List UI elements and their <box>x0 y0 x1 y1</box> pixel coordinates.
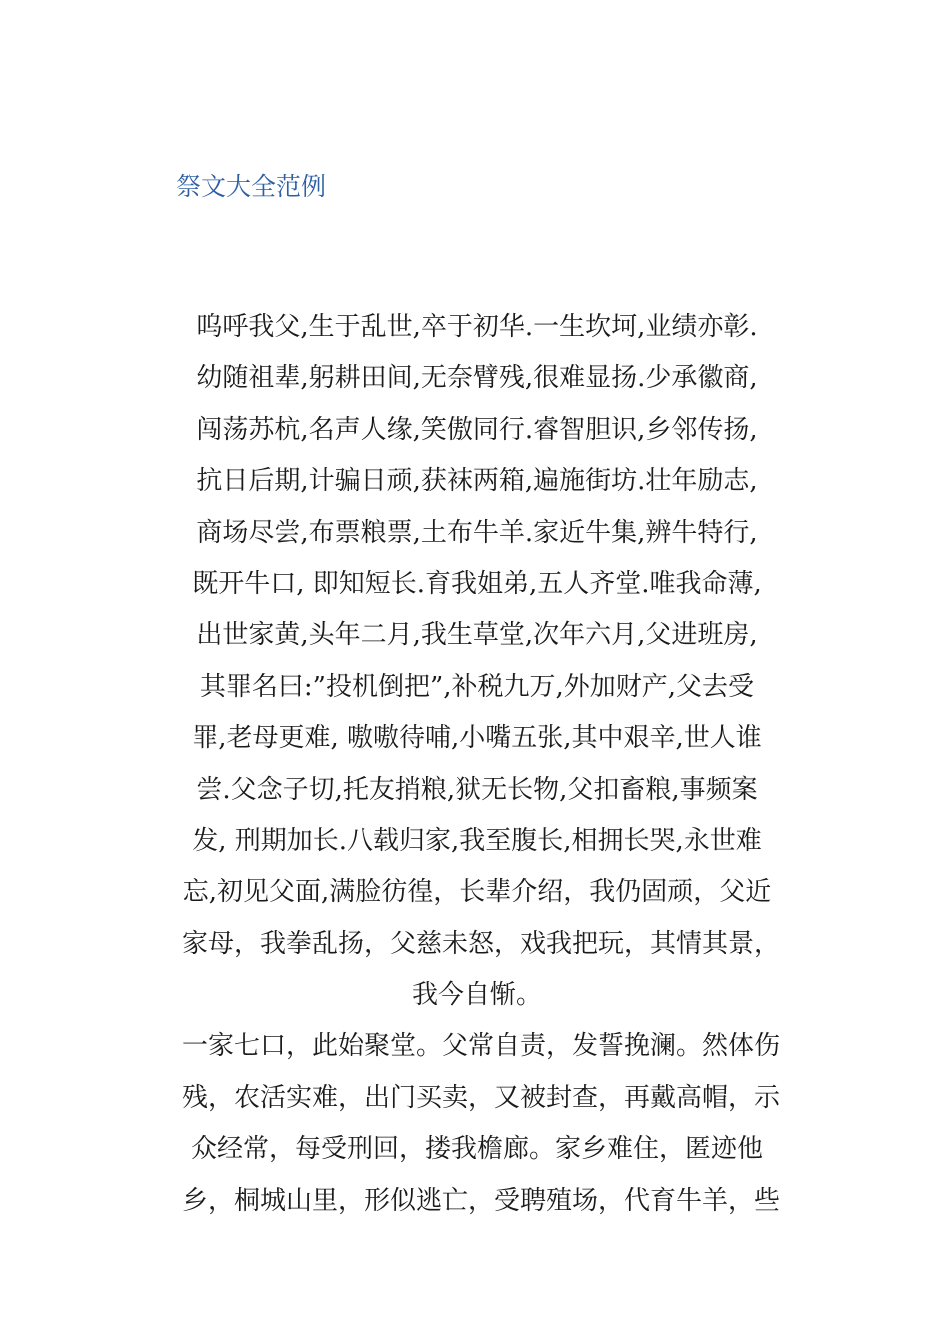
text-line: 呜呼我父,生于乱世,卒于初华.一生坎坷,业绩亦彰. <box>196 312 758 342</box>
text-line: 家母，我拳乱扬，父慈未怒，戏我把玩，其情其景， <box>182 928 781 959</box>
text-line: 幼随祖辈,躬耕田间,无奈臂残,很难显扬.少承徽商, <box>196 363 758 394</box>
text-line: 乡，桐城山里，形似逃亡，受聘殖场，代育牛羊，些 <box>182 1185 781 1216</box>
text-line: 众经常，每受刑回，搂我檐廊。家乡难住，匿迹他 <box>190 1134 763 1165</box>
text-line: 闯荡苏杭,名声人缘,笑傲同行.睿智胆识,乡邻传扬, <box>196 414 758 445</box>
text-line: 罪,老母更难, 嗷嗷待哺,小嘴五张,其中艰辛,世人谁 <box>192 723 762 754</box>
text-line: 抗日后期,计骗日顽,获袜两箱,遍施街坊.壮年励志, <box>196 466 758 497</box>
text-line: 一家七口，此始聚堂。父常自责，发誓挽澜。然体伤 <box>182 1031 781 1062</box>
text-line: 既开牛口, 即知短长.育我姐弟,五人齐堂.唯我命薄, <box>192 568 762 599</box>
text-line: 出世家黄,头年二月,我生草堂,次年六月,父进班房, <box>196 620 758 651</box>
text-line: 忘,初见父面,满脸彷徨，长辈介绍，我仍固顽，父近 <box>182 877 772 908</box>
text-line: 发, 刑期加长.八载归家,我至腹长,相拥长哭,永世难 <box>192 825 762 856</box>
document-body <box>182 308 781 1233</box>
document-title: 祭文大全范例 <box>176 172 327 201</box>
text-line: 残，农活实难，出门买卖，又被封查，再戴高帽，示 <box>182 1082 781 1113</box>
text-line: 尝.父念子切,托友捎粮,狱无长物,父扣畜粮,事频案 <box>196 774 758 805</box>
text-line: 其罪名曰:”投机倒把”,补税九万,外加财产,父去受 <box>199 671 755 702</box>
text-line: 我今自惭。 <box>411 980 542 1011</box>
text-line: 商场尽尝,布票粮票,土布牛羊.家近牛集,辨牛特行, <box>196 517 758 548</box>
